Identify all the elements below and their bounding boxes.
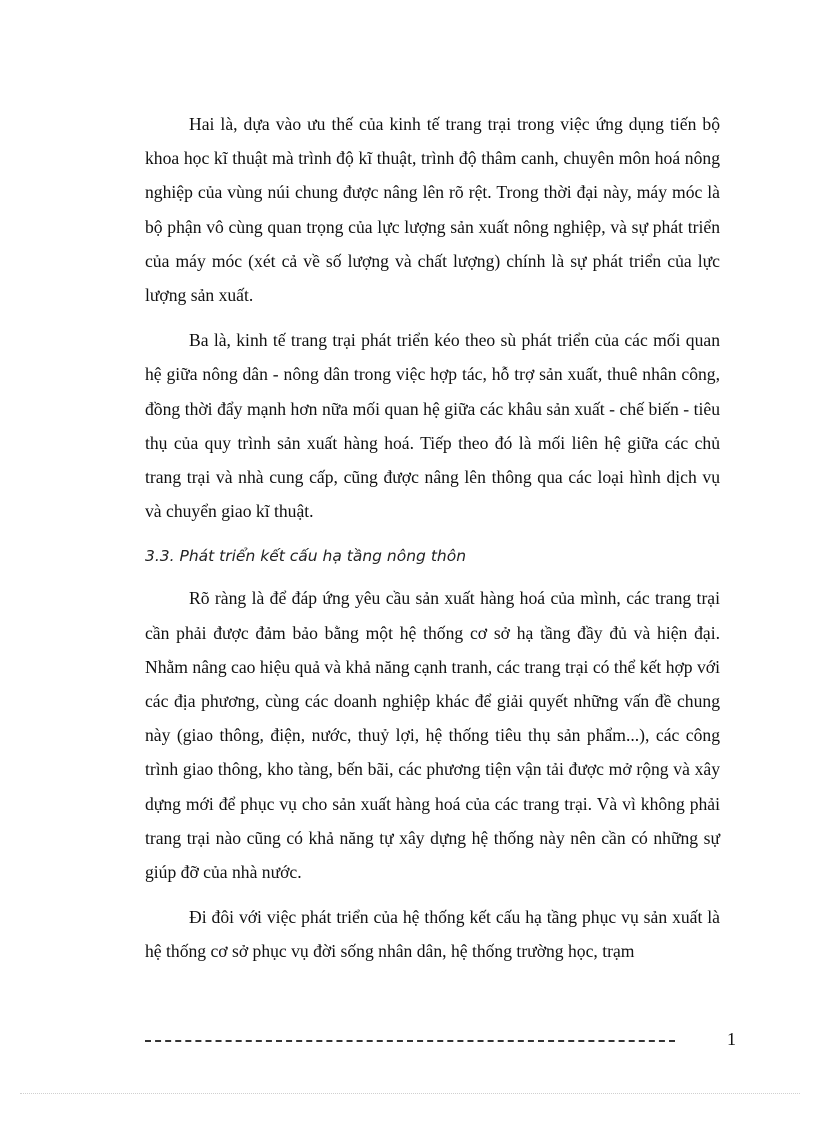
- paragraph-di-doi: Đi đôi với việc phát triển của hệ thống kết cấu hạ tầng phục vụ sản xuất là hệ thống cơ sở phục vụ đời sống nhân dân, hệ thống trường học, trạm: [145, 907, 720, 962]
- document-body: [145, 107, 720, 980]
- paragraph-ba-la: Ba là, kinh tế trang trại phát triển kéo theo sù phát triển của các mối quan hệ giữa nông dân - nông dân trong việc hợp tác, hỗ trợ sản xuất, thuê nhân công, đồng thời đẩy mạnh hơn nữa mối quan hệ giữa các khâu sản xuất - chế biến - tiêu thụ của quy trình sản xuất hàng hoá. Tiếp theo đó là mối liên hệ giữa các chủ trang trại và nhà cung cấp, cũng được nâng lên thông qua các loại hình dịch vụ và chuyển giao kĩ thuật.: [145, 330, 720, 522]
- section-heading: 3.3. Phát triển kết cấu hạ tầng nông thôn: [145, 547, 467, 566]
- footer-divider: [145, 1040, 675, 1042]
- paragraph-ro-rang: Rõ ràng là để đáp ứng yêu cầu sản xuất hàng hoá của mình, các trang trại cần phải được đảm bảo bằng một hệ thống cơ sở hạ tầng đầy đủ và hiện đại. Nhằm nâng cao hiệu quả và khả năng cạnh tranh, các trang trại có thể kết hợp với các địa phương, cùng các doanh nghiệp khác để giải quyết những vấn đề chung này (giao thông, điện, nước, thuỷ lợi, hệ thống tiêu thụ sản phẩm...), các công trình giao thông, kho tàng, bến bãi, các phương tiện vận tải được mở rộng và xây dựng mới để phục vụ cho sản xuất hàng hoá của các trang trại. Và vì không phải trang trại nào cũng có khả năng tự xây dựng hệ thống này nên cần có những sự giúp đỡ của nhà nước.: [145, 588, 720, 883]
- paragraph-hai-la: Hai là, dựa vào ưu thế của kinh tế trang trại trong việc ứng dụng tiến bộ khoa học kĩ thuật mà trình độ kĩ thuật, trình độ thâm canh, chuyên môn hoá nông nghiệp của vùng núi chung được nâng lên rõ rệt. Trong thời đại này, máy móc là bộ phận vô cùng quan trọng của lực lượng sản xuất nông nghiệp, và sự phát triển của máy móc (xét cả về số lượng và chất lượng) chính là sự phát triển của lực lượng sản xuất.: [145, 114, 720, 306]
- page-number: 1: [727, 1029, 736, 1049]
- page-bottom-edge: [20, 1093, 800, 1094]
